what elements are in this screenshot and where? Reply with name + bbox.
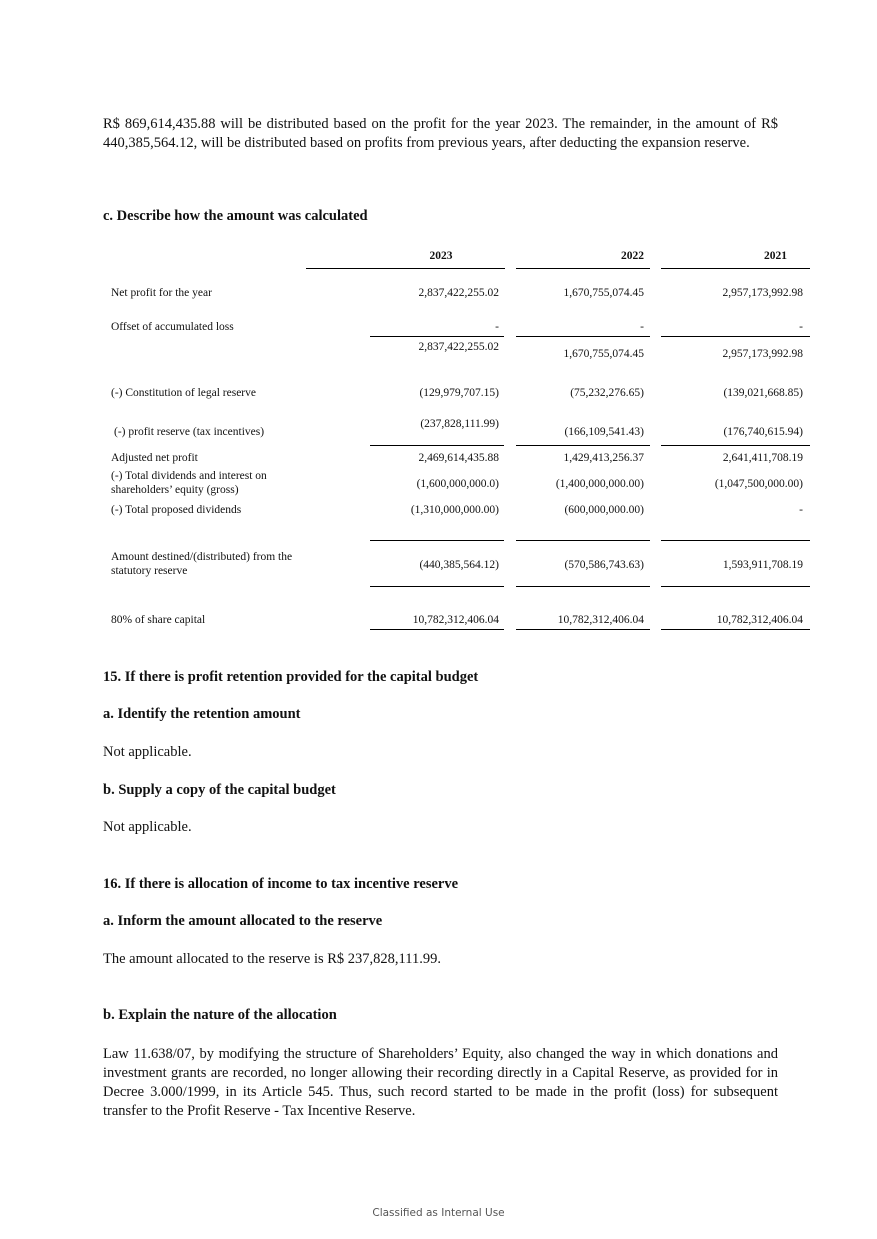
cell-value: 10,782,312,406.04 <box>412 614 499 626</box>
subtotal-rule <box>661 336 810 337</box>
col-header-2021: 2021 <box>764 250 787 262</box>
cell-value: 1,670,755,074.45 <box>563 287 644 299</box>
col-header-2023: 2023 <box>429 250 453 262</box>
row-label: 80% of share capital <box>111 614 206 626</box>
cell-value: 2,957,173,992.98 <box>722 287 803 299</box>
cell-value: - <box>640 321 644 333</box>
classification-footer: Classified as Internal Use <box>372 1207 505 1219</box>
row-label: Offset of accumulated loss <box>111 321 234 333</box>
cell-value: 10,782,312,406.04 <box>716 614 803 626</box>
section-16b-text: Law 11.638/07, by modifying the structure of Shareholders’ Equity, also changed the way in which donations and investment grants are recorded, no longer allowing their recording directly in a Capital Reserve, as provided for in Decree 3.000/1999, in its Article 545. Thus, such record started to be made in the profit (loss) for subsequent transfer to the Profit Reserve - Tax Incentive Reserve. <box>103 1046 778 1119</box>
header-rule <box>661 268 810 269</box>
cell-value: - <box>799 321 803 333</box>
cell-value: (129,979,707.15) <box>419 387 499 399</box>
section-16a-text: The amount allocated to the reserve is R$ 237,828,111.99. <box>103 951 441 967</box>
cell-value: (1,310,000,000.00) <box>410 504 499 516</box>
subtotal-rule <box>661 586 810 587</box>
section-16a-heading: a. Inform the amount allocated to the reserve <box>103 913 383 929</box>
cell-value: 10,782,312,406.04 <box>557 614 644 626</box>
total-rule <box>516 629 650 630</box>
section-15a-heading: a. Identify the retention amount <box>103 706 301 722</box>
total-rule <box>661 629 810 630</box>
subtotal-rule <box>370 336 504 337</box>
cell-value: 2,837,422,255.02 <box>418 287 499 299</box>
row-label: (-) Total dividends and interest on shareholders’ equity (gross) <box>111 470 267 496</box>
cell-value: (75,232,276.65) <box>570 387 644 399</box>
cell-value: (237,828,111.99) <box>420 418 499 430</box>
cell-value: (139,021,668.85) <box>723 387 803 399</box>
cell-value: - <box>495 321 499 333</box>
section-c-heading: c. Describe how the amount was calculated <box>103 208 368 224</box>
row-label: (-) profit reserve (tax incentives) <box>114 426 265 438</box>
cell-value: (1,400,000,000.00) <box>555 478 644 490</box>
cell-value: - <box>799 504 803 516</box>
section-15-heading: 15. If there is profit retention provided for the capital budget <box>103 669 479 685</box>
cell-value: (166,109,541.43) <box>564 426 644 438</box>
cell-value: 1,670,755,074.45 <box>563 348 644 360</box>
subtotal-rule <box>516 586 650 587</box>
cell-value: (176,740,615.94) <box>723 426 803 438</box>
subtotal-rule <box>370 540 504 541</box>
section-16b-heading: b. Explain the nature of the allocation <box>103 1007 337 1023</box>
header-rule <box>306 268 505 269</box>
intro-paragraph: R$ 869,614,435.88 will be distributed based on the profit for the year 2023. The remainder, in the amount of R$ 440,385,564.12, will be distributed based on profits from previous years, after deducting the expansion reserve. <box>103 116 778 151</box>
cell-value: (570,586,743.63) <box>564 559 644 571</box>
cell-value: 2,957,173,992.98 <box>722 348 803 360</box>
subtotal-rule <box>516 540 650 541</box>
section-15a-text: Not applicable. <box>103 744 192 760</box>
cell-value: (440,385,564.12) <box>419 559 499 571</box>
header-rule <box>516 268 650 269</box>
col-header-2022: 2022 <box>621 250 644 262</box>
cell-value: 1,593,911,708.19 <box>722 559 803 571</box>
total-rule <box>370 629 504 630</box>
row-label: Net profit for the year <box>111 287 212 299</box>
row-label: Adjusted net profit <box>111 452 198 464</box>
cell-value: (1,600,000,000.0) <box>416 478 499 490</box>
cell-value: (1,047,500,000.00) <box>714 478 803 490</box>
subtotal-rule <box>661 540 810 541</box>
subtotal-rule <box>516 336 650 337</box>
cell-value: 2,837,422,255.02 <box>418 341 499 353</box>
section-16-heading: 16. If there is allocation of income to tax incentive reserve <box>103 876 459 892</box>
section-15b-text: Not applicable. <box>103 819 192 835</box>
subtotal-rule <box>370 445 504 446</box>
section-15b-heading: b. Supply a copy of the capital budget <box>103 782 336 798</box>
cell-value: 1,429,413,256.37 <box>563 452 644 464</box>
subtotal-rule <box>370 586 504 587</box>
cell-value: (600,000,000.00) <box>564 504 644 516</box>
row-label: Amount destined/(distributed) from the statutory reserve <box>111 551 293 577</box>
subtotal-rule <box>516 445 650 446</box>
subtotal-rule <box>661 445 810 446</box>
row-label: (-) Total proposed dividends <box>111 504 242 516</box>
cell-value: 2,469,614,435.88 <box>418 452 499 464</box>
row-label: (-) Constitution of legal reserve <box>111 387 256 399</box>
cell-value: 2,641,411,708.19 <box>722 452 803 464</box>
